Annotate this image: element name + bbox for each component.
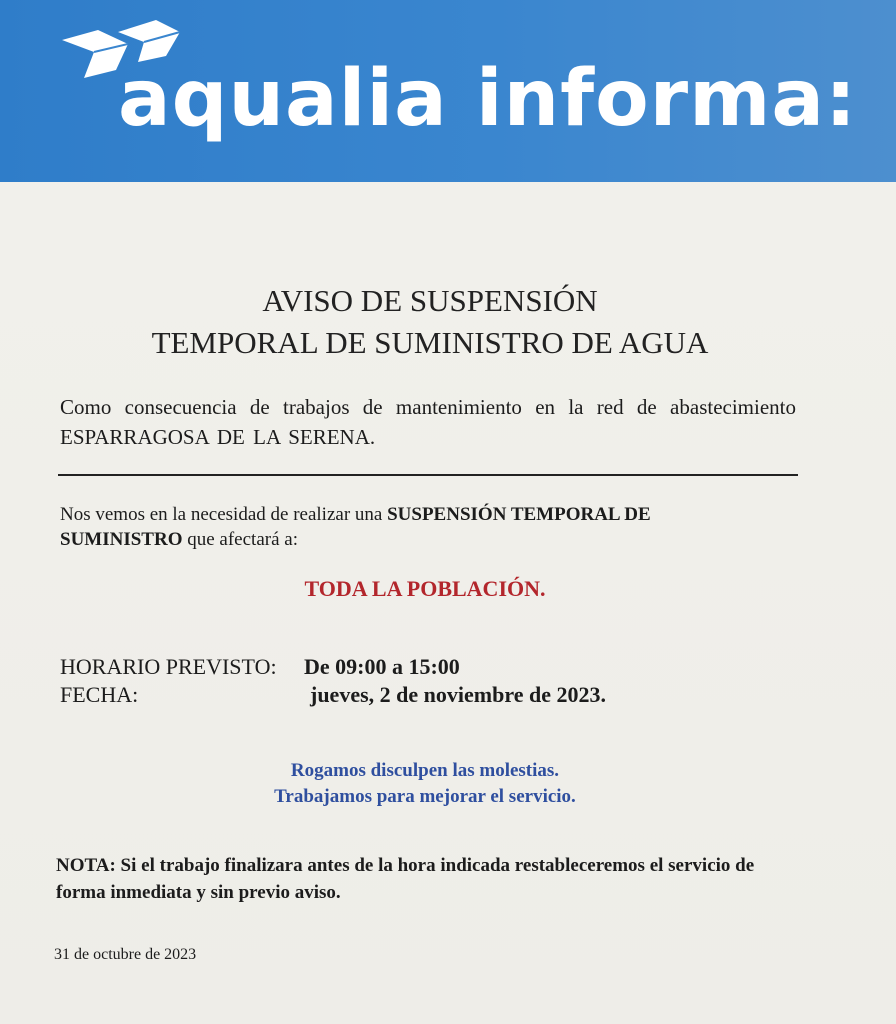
body-bold: SUSPENSIÓN TEMPORAL DE SUMINISTRO	[60, 504, 651, 550]
body-paragraph	[60, 502, 760, 552]
note-text: NOTA: Si el trabajo finalizara antes de la hora indicada restableceremos el servicio de forma inmediata y sin previo aviso.	[56, 855, 755, 903]
body-prefix: Nos vemos en la necesidad de realizar una	[60, 504, 383, 525]
header-banner	[0, 0, 896, 182]
date-value: jueves, 2 de noviembre de 2023.	[310, 682, 606, 707]
divider	[58, 474, 798, 476]
notice-title	[0, 280, 860, 364]
intro-town: ESPARRAGOSA DE LA SERENA.	[60, 425, 376, 449]
body-suffix: que afectará a:	[187, 529, 298, 550]
apology-line1: Rogamos disculpen las molestias.	[290, 760, 560, 781]
schedule-label: HORARIO PREVISTO:	[60, 654, 277, 679]
schedule-row	[60, 654, 460, 680]
issued-date: 31 de octubre de 2023	[54, 946, 197, 963]
date-row	[60, 682, 606, 708]
affected-scope: TODA LA POBLACIÓN.	[304, 576, 546, 601]
intro-paragraph	[60, 392, 796, 452]
apology-block	[0, 758, 850, 810]
banner-title: aqualia informa:	[118, 54, 858, 144]
date-label: FECHA:	[60, 682, 139, 707]
intro-text: Como consecuencia de trabajos de mantenimiento en la red de abastecimiento	[60, 395, 796, 419]
notice-title-line2: TEMPORAL DE SUMINISTRO DE AGUA	[151, 325, 709, 360]
notice-title-line1: AVISO DE SUSPENSIÓN	[262, 283, 598, 318]
schedule-value: De 09:00 a 15:00	[304, 654, 460, 679]
apology-line2: Trabajamos para mejorar el servicio.	[274, 786, 576, 807]
